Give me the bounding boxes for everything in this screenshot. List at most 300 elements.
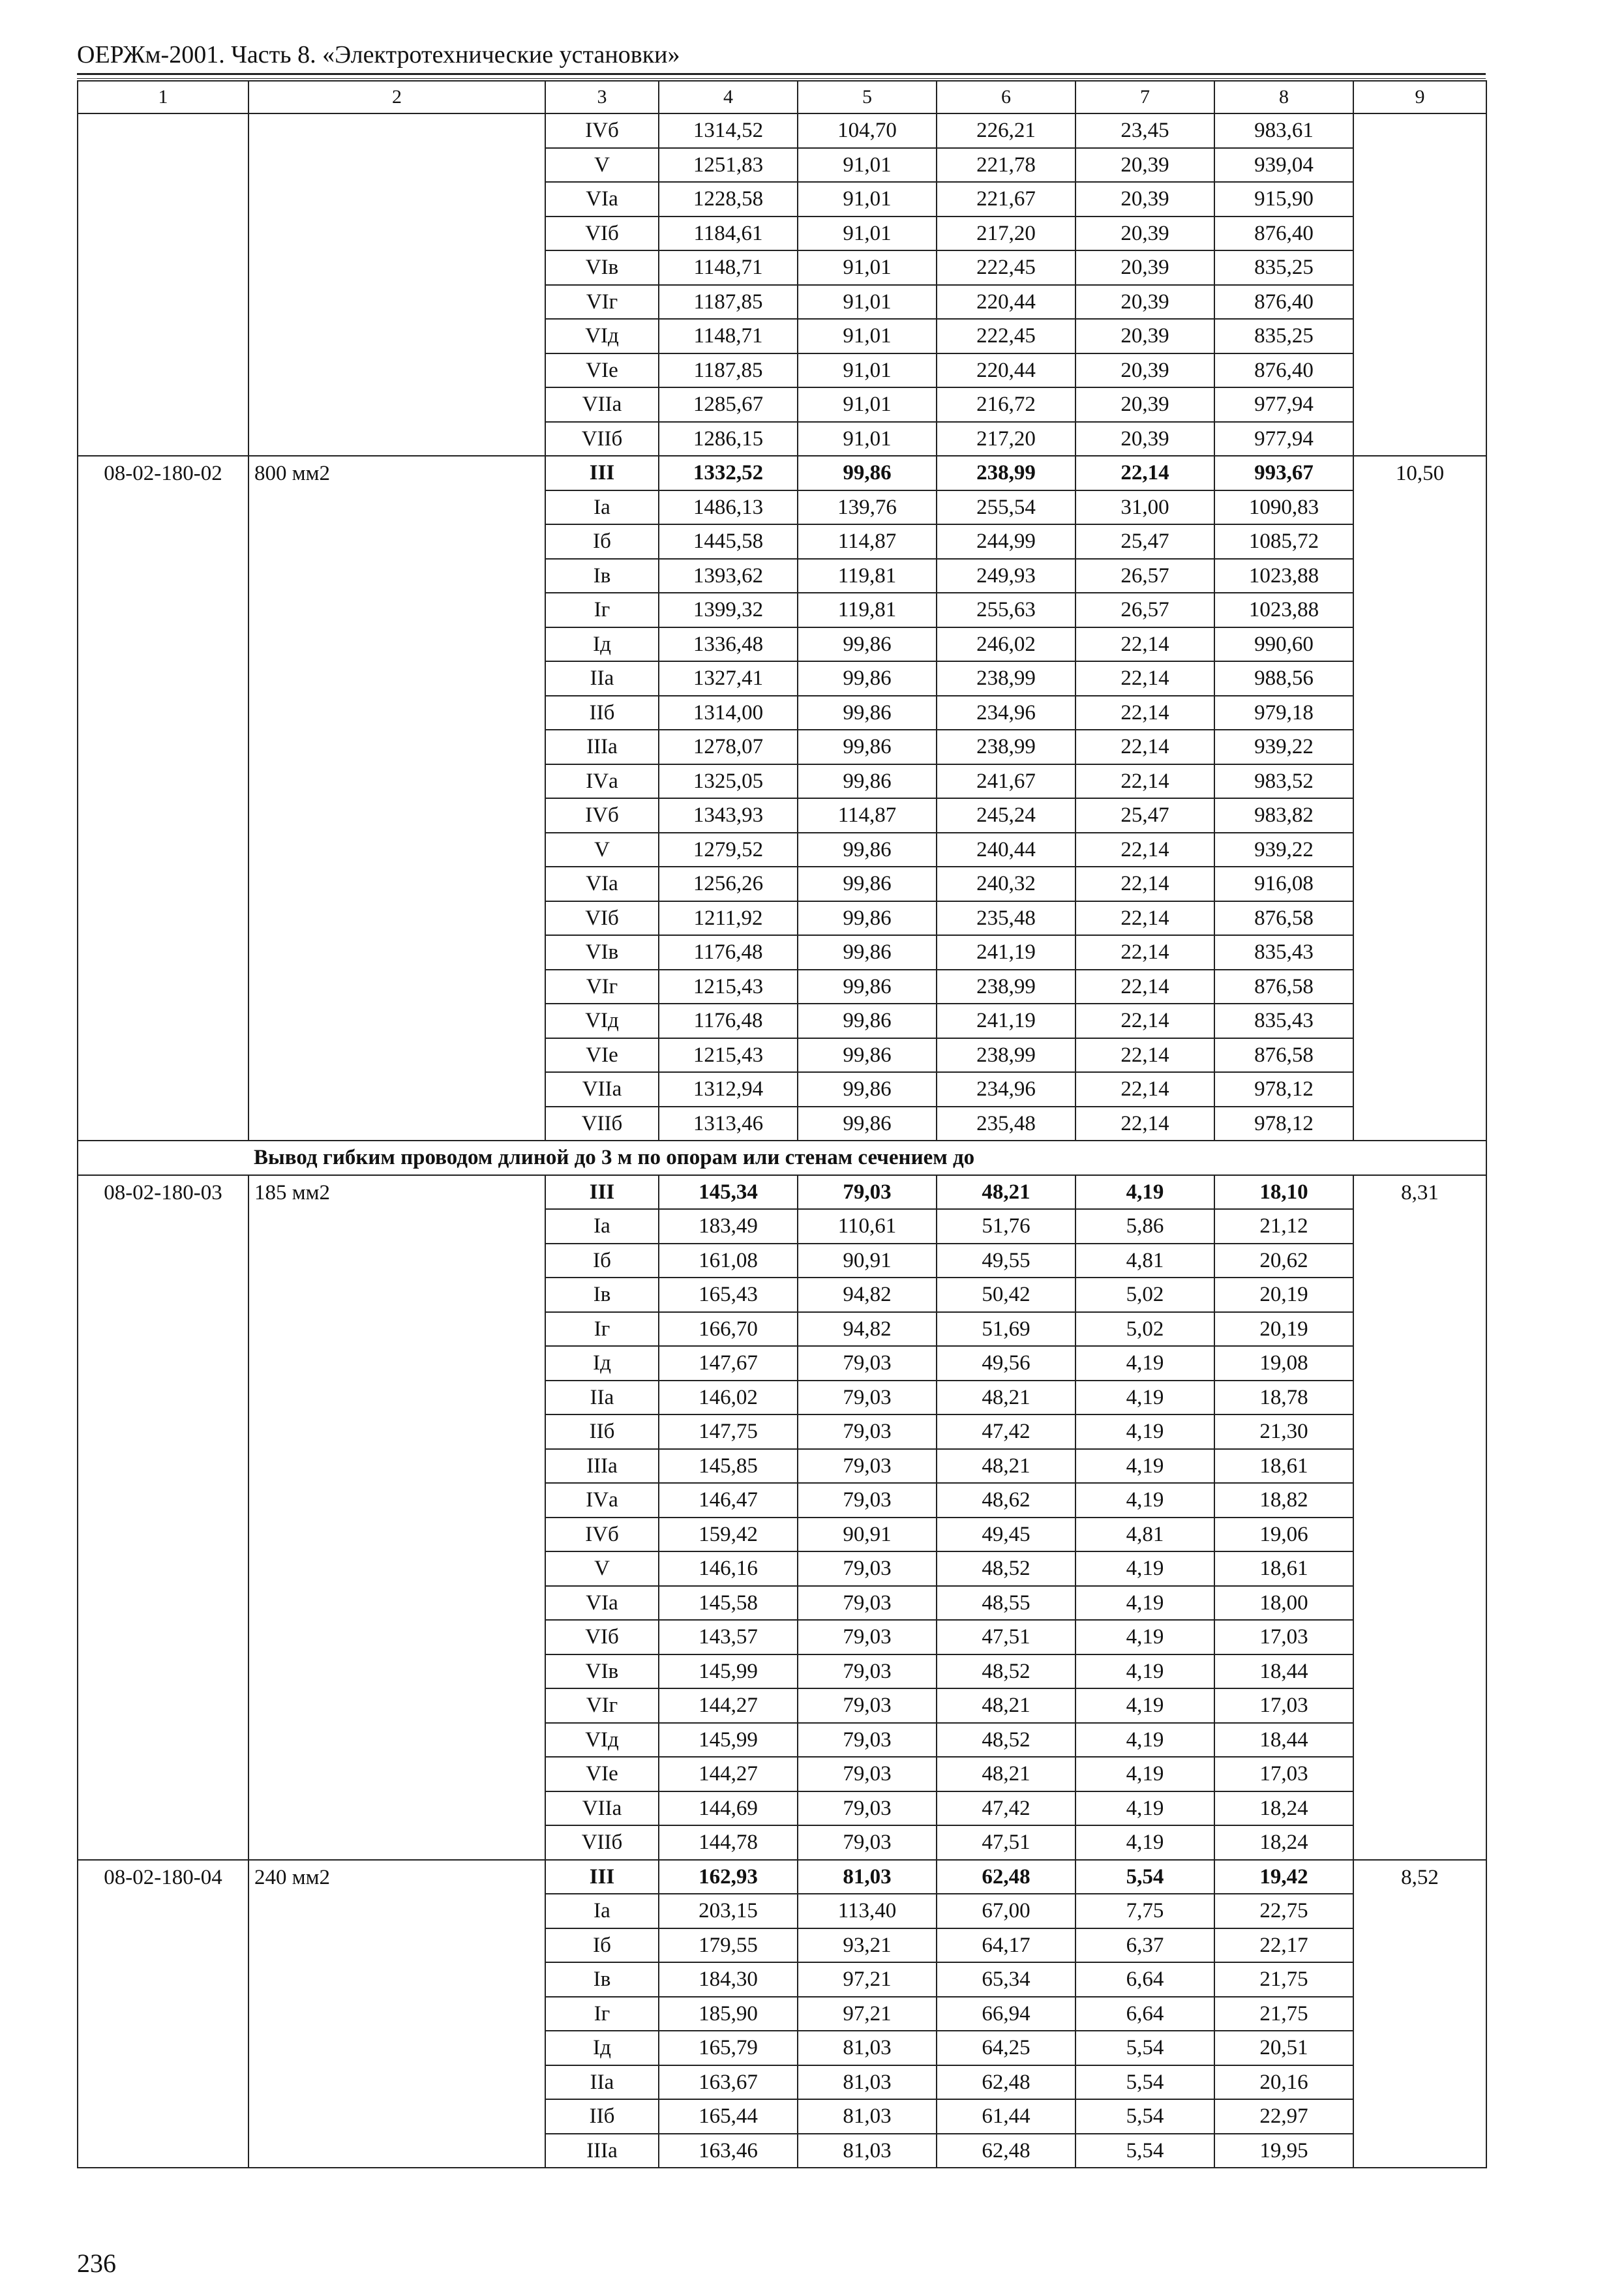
- table-cell: 91,01: [798, 148, 937, 183]
- table-cell: 1148,71: [659, 250, 798, 285]
- table-cell: Iб: [545, 524, 659, 559]
- table-cell: 146,16: [659, 1551, 798, 1586]
- table-cell: 939,04: [1214, 148, 1353, 183]
- table-cell: 4,19: [1075, 1483, 1214, 1518]
- table-cell: 4,19: [1075, 1381, 1214, 1415]
- table-cell: 5,54: [1075, 2099, 1214, 2134]
- table-row: [78, 1175, 1486, 1210]
- table-cell: 99,86: [798, 1107, 937, 1141]
- table-cell: 47,42: [937, 1791, 1075, 1826]
- table-cell: 1336,48: [659, 627, 798, 662]
- table-cell: 1184,61: [659, 217, 798, 251]
- table-cell: VIа: [545, 182, 659, 217]
- table-cell: VIа: [545, 867, 659, 901]
- table-cell: Iг: [545, 1997, 659, 2031]
- table-cell: 20,39: [1075, 148, 1214, 183]
- table-cell: 22,14: [1075, 764, 1214, 799]
- table-cell: 876,58: [1214, 901, 1353, 936]
- table-cell: Iг: [545, 1312, 659, 1347]
- table-cell: 235,48: [937, 901, 1075, 936]
- table-cell: 81,03: [798, 2099, 937, 2134]
- table-cell: 145,34: [659, 1175, 798, 1210]
- rate-name: [248, 113, 545, 456]
- table-cell: 22,14: [1075, 730, 1214, 764]
- table-cell: 90,91: [798, 1518, 937, 1552]
- table-cell: 20,39: [1075, 319, 1214, 353]
- table-cell: 79,03: [798, 1483, 937, 1518]
- table-cell: Iв: [545, 559, 659, 593]
- table-cell: 5,86: [1075, 1209, 1214, 1244]
- table-cell: 62,48: [937, 1860, 1075, 1894]
- table-cell: 4,19: [1075, 1654, 1214, 1689]
- table-cell: 48,52: [937, 1551, 1075, 1586]
- table-cell: 22,14: [1075, 935, 1214, 970]
- table-cell: 1314,00: [659, 696, 798, 730]
- table-cell: 217,20: [937, 217, 1075, 251]
- table-cell: 81,03: [798, 2134, 937, 2168]
- table-cell: 22,14: [1075, 661, 1214, 696]
- table-cell: 1187,85: [659, 353, 798, 388]
- table-cell: 183,49: [659, 1209, 798, 1244]
- table-cell: 99,86: [798, 1072, 937, 1107]
- table-cell: 1215,43: [659, 970, 798, 1004]
- table-cell: 1148,71: [659, 319, 798, 353]
- table-cell: 249,93: [937, 559, 1075, 593]
- table-cell: 99,86: [798, 696, 937, 730]
- table-cell: 18,61: [1214, 1551, 1353, 1586]
- table-cell: 1211,92: [659, 901, 798, 936]
- table-cell: 94,82: [798, 1278, 937, 1312]
- table-cell: 119,81: [798, 593, 937, 627]
- table-cell: 1486,13: [659, 490, 798, 525]
- table-cell: VIIб: [545, 1107, 659, 1141]
- table-cell: 915,90: [1214, 182, 1353, 217]
- table-cell: 1327,41: [659, 661, 798, 696]
- table-cell: 1215,43: [659, 1038, 798, 1073]
- table-cell: 114,87: [798, 798, 937, 833]
- table-cell: 99,86: [798, 833, 937, 867]
- table-cell: Iа: [545, 1894, 659, 1928]
- table-cell: VIIа: [545, 1791, 659, 1826]
- table-cell: 50,42: [937, 1278, 1075, 1312]
- table-cell: 22,75: [1214, 1894, 1353, 1928]
- table-cell: 1399,32: [659, 593, 798, 627]
- table-cell: 4,19: [1075, 1757, 1214, 1791]
- table-cell: 240,32: [937, 867, 1075, 901]
- table-cell: 221,78: [937, 148, 1075, 183]
- column-number-row: [78, 81, 1486, 113]
- table-cell: 5,02: [1075, 1312, 1214, 1347]
- table-cell: Iб: [545, 1244, 659, 1278]
- table-cell: 79,03: [798, 1346, 937, 1381]
- table-cell: 91,01: [798, 217, 937, 251]
- rates-table: [77, 80, 1487, 2168]
- table-cell: IVб: [545, 798, 659, 833]
- table-cell: 203,15: [659, 1894, 798, 1928]
- table-cell: VIб: [545, 217, 659, 251]
- page-header: ОЕРЖм-2001. Часть 8. «Электротехнические установки»: [77, 41, 680, 68]
- table-cell: 1228,58: [659, 182, 798, 217]
- table-cell: V: [545, 833, 659, 867]
- table-cell: IIб: [545, 1414, 659, 1449]
- table-cell: 48,55: [937, 1586, 1075, 1621]
- table-cell: VIв: [545, 1654, 659, 1689]
- table-cell: 234,96: [937, 1072, 1075, 1107]
- table-cell: 217,20: [937, 422, 1075, 456]
- table-cell: 4,19: [1075, 1551, 1214, 1586]
- table-cell: 31,00: [1075, 490, 1214, 525]
- table-cell: VIв: [545, 935, 659, 970]
- table-cell: 20,39: [1075, 422, 1214, 456]
- table-cell: 835,43: [1214, 935, 1353, 970]
- table-cell: 18,78: [1214, 1381, 1353, 1415]
- table-cell: 876,40: [1214, 353, 1353, 388]
- table-cell: VIе: [545, 1757, 659, 1791]
- table-cell: 18,44: [1214, 1654, 1353, 1689]
- table-cell: 99,86: [798, 627, 937, 662]
- table-cell: 1393,62: [659, 559, 798, 593]
- table-cell: 48,52: [937, 1654, 1075, 1689]
- table-cell: 835,25: [1214, 319, 1353, 353]
- table-cell: 876,58: [1214, 970, 1353, 1004]
- table-cell: 1251,83: [659, 148, 798, 183]
- table-cell: 220,44: [937, 285, 1075, 320]
- table-cell: 20,39: [1075, 182, 1214, 217]
- table-cell: 61,44: [937, 2099, 1075, 2134]
- table-cell: 79,03: [798, 1723, 937, 1758]
- table-cell: VIб: [545, 901, 659, 936]
- table-cell: 20,51: [1214, 2031, 1353, 2065]
- table-cell: VIб: [545, 1620, 659, 1654]
- header-rule-thin: [77, 78, 1486, 79]
- table-cell: 99,86: [798, 901, 937, 936]
- table-cell: 21,12: [1214, 1209, 1353, 1244]
- table-cell: 20,19: [1214, 1278, 1353, 1312]
- table-cell: 1286,15: [659, 422, 798, 456]
- table-cell: 163,67: [659, 2065, 798, 2100]
- table-cell: Iв: [545, 1962, 659, 1997]
- table-cell: 143,57: [659, 1620, 798, 1654]
- table-cell: 22,14: [1075, 1107, 1214, 1141]
- table-cell: 91,01: [798, 353, 937, 388]
- table-cell: 20,39: [1075, 353, 1214, 388]
- table-cell: 17,03: [1214, 1688, 1353, 1723]
- table-cell: 48,21: [937, 1757, 1075, 1791]
- rate-name: 240 мм2: [248, 1860, 545, 2168]
- table-cell: 22,14: [1075, 867, 1214, 901]
- column-number: 9: [1353, 81, 1486, 113]
- table-cell: 99,86: [798, 970, 937, 1004]
- table-cell: 48,21: [937, 1175, 1075, 1210]
- table-cell: 147,67: [659, 1346, 798, 1381]
- table-cell: VIд: [545, 1004, 659, 1038]
- table-cell: VIе: [545, 1038, 659, 1073]
- table-cell: VIе: [545, 353, 659, 388]
- table-cell: 81,03: [798, 1860, 937, 1894]
- table-cell: 20,39: [1075, 387, 1214, 422]
- table-cell: 99,86: [798, 730, 937, 764]
- table-cell: 238,99: [937, 1038, 1075, 1073]
- table-cell: 144,78: [659, 1825, 798, 1860]
- table-cell: VIд: [545, 1723, 659, 1758]
- table-cell: 18,10: [1214, 1175, 1353, 1210]
- table-cell: 1285,67: [659, 387, 798, 422]
- table-cell: 145,99: [659, 1723, 798, 1758]
- table-cell: 79,03: [798, 1414, 937, 1449]
- column-number: 5: [798, 81, 937, 113]
- column-number: 3: [545, 81, 659, 113]
- table-cell: 99,86: [798, 867, 937, 901]
- table-cell: 19,08: [1214, 1346, 1353, 1381]
- table-cell: 139,76: [798, 490, 937, 525]
- table-cell: 916,08: [1214, 867, 1353, 901]
- table-cell: 17,03: [1214, 1620, 1353, 1654]
- table-cell: 1279,52: [659, 833, 798, 867]
- table-cell: 19,95: [1214, 2134, 1353, 2168]
- table-cell: 22,17: [1214, 1928, 1353, 1963]
- table-cell: 62,48: [937, 2065, 1075, 2100]
- table-cell: IIб: [545, 696, 659, 730]
- table-cell: IVб: [545, 1518, 659, 1552]
- table-cell: 48,21: [937, 1381, 1075, 1415]
- table-cell: 245,24: [937, 798, 1075, 833]
- table-cell: 159,42: [659, 1518, 798, 1552]
- column-number: 4: [659, 81, 798, 113]
- table-cell: 1313,46: [659, 1107, 798, 1141]
- section-title-row: [78, 1141, 1486, 1175]
- table-cell: 48,21: [937, 1688, 1075, 1723]
- table-cell: 51,76: [937, 1209, 1075, 1244]
- column-number: 8: [1214, 81, 1353, 113]
- table-cell: 90,91: [798, 1244, 937, 1278]
- table-cell: 222,45: [937, 250, 1075, 285]
- table-cell: 179,55: [659, 1928, 798, 1963]
- table-cell: 1343,93: [659, 798, 798, 833]
- table-cell: 18,61: [1214, 1449, 1353, 1484]
- table-cell: 983,61: [1214, 113, 1353, 148]
- table-row: [78, 456, 1486, 490]
- table-cell: 238,99: [937, 456, 1075, 490]
- table-cell: 163,46: [659, 2134, 798, 2168]
- table-cell: 6,64: [1075, 1962, 1214, 1997]
- table-cell: VIг: [545, 285, 659, 320]
- table-cell: 25,47: [1075, 798, 1214, 833]
- table-cell: 4,19: [1075, 1346, 1214, 1381]
- table-cell: 4,19: [1075, 1414, 1214, 1449]
- table-cell: 222,45: [937, 319, 1075, 353]
- table-cell: 4,19: [1075, 1449, 1214, 1484]
- table-cell: 4,19: [1075, 1688, 1214, 1723]
- table-cell: 79,03: [798, 1757, 937, 1791]
- table-cell: IVа: [545, 764, 659, 799]
- table-cell: IVб: [545, 113, 659, 148]
- table-cell: 64,17: [937, 1928, 1075, 1963]
- section-title: Вывод гибким проводом длиной до 3 м по опорам или стенам сечением до: [78, 1141, 1486, 1175]
- column-number: 2: [248, 81, 545, 113]
- table-cell: 49,45: [937, 1518, 1075, 1552]
- table-cell: 162,93: [659, 1860, 798, 1894]
- table-cell: 22,14: [1075, 696, 1214, 730]
- table-cell: 166,70: [659, 1312, 798, 1347]
- table-row: [78, 1860, 1486, 1894]
- table-cell: 49,55: [937, 1244, 1075, 1278]
- table-cell: 4,19: [1075, 1723, 1214, 1758]
- table-row: [78, 113, 1486, 148]
- table-cell: 91,01: [798, 182, 937, 217]
- table-cell: 876,40: [1214, 285, 1353, 320]
- table-cell: 20,19: [1214, 1312, 1353, 1347]
- table-cell: 20,16: [1214, 2065, 1353, 2100]
- table-cell: 26,57: [1075, 593, 1214, 627]
- table-cell: 983,82: [1214, 798, 1353, 833]
- table-cell: 165,43: [659, 1278, 798, 1312]
- table-cell: III: [545, 456, 659, 490]
- table-cell: 18,24: [1214, 1791, 1353, 1826]
- table-cell: 17,03: [1214, 1757, 1353, 1791]
- table-cell: 4,19: [1075, 1175, 1214, 1210]
- table-cell: IIIа: [545, 2134, 659, 2168]
- table-cell: 255,63: [937, 593, 1075, 627]
- table-cell: 99,86: [798, 456, 937, 490]
- table-cell: 1256,26: [659, 867, 798, 901]
- table-cell: 5,54: [1075, 1860, 1214, 1894]
- rate-coefficient: 8,31: [1353, 1175, 1486, 1860]
- table-cell: 1023,88: [1214, 593, 1353, 627]
- table-cell: 6,64: [1075, 1997, 1214, 2031]
- table-cell: 4,19: [1075, 1825, 1214, 1860]
- table-cell: 22,14: [1075, 627, 1214, 662]
- table-cell: 79,03: [798, 1175, 937, 1210]
- table-cell: 93,21: [798, 1928, 937, 1963]
- table-cell: 79,03: [798, 1654, 937, 1689]
- table-cell: 145,99: [659, 1654, 798, 1689]
- table-cell: 1278,07: [659, 730, 798, 764]
- table-cell: 99,86: [798, 764, 937, 799]
- table-cell: 20,39: [1075, 285, 1214, 320]
- table-cell: IIIа: [545, 730, 659, 764]
- table-cell: 1325,05: [659, 764, 798, 799]
- table-cell: 1085,72: [1214, 524, 1353, 559]
- table-cell: 165,44: [659, 2099, 798, 2134]
- table-cell: 22,14: [1075, 970, 1214, 1004]
- table-cell: 20,62: [1214, 1244, 1353, 1278]
- rate-name: 800 мм2: [248, 456, 545, 1141]
- table-cell: 47,51: [937, 1825, 1075, 1860]
- table-cell: 22,14: [1075, 833, 1214, 867]
- table-cell: 81,03: [798, 2065, 937, 2100]
- table-cell: 4,19: [1075, 1620, 1214, 1654]
- table-cell: 244,99: [937, 524, 1075, 559]
- rate-name: 185 мм2: [248, 1175, 545, 1860]
- table-cell: 81,03: [798, 2031, 937, 2065]
- table-cell: VIIа: [545, 387, 659, 422]
- table-cell: 18,24: [1214, 1825, 1353, 1860]
- table-cell: 835,43: [1214, 1004, 1353, 1038]
- table-cell: 216,72: [937, 387, 1075, 422]
- table-cell: 1090,83: [1214, 490, 1353, 525]
- table-cell: 235,48: [937, 1107, 1075, 1141]
- table-cell: 240,44: [937, 833, 1075, 867]
- table-cell: 91,01: [798, 387, 937, 422]
- rate-code: 08-02-180-02: [78, 456, 248, 1141]
- table-cell: Iг: [545, 593, 659, 627]
- table-cell: 79,03: [798, 1449, 937, 1484]
- table-cell: 144,27: [659, 1757, 798, 1791]
- table-cell: 110,61: [798, 1209, 937, 1244]
- table-cell: 1332,52: [659, 456, 798, 490]
- table-cell: 22,14: [1075, 1072, 1214, 1107]
- table-cell: 99,86: [798, 661, 937, 696]
- table-cell: 22,14: [1075, 1004, 1214, 1038]
- rate-coefficient: 10,50: [1353, 456, 1486, 1141]
- table-cell: 165,79: [659, 2031, 798, 2065]
- table-cell: 161,08: [659, 1244, 798, 1278]
- table-cell: 147,75: [659, 1414, 798, 1449]
- rate-coefficient: [1353, 113, 1486, 456]
- table-cell: 7,75: [1075, 1894, 1214, 1928]
- table-cell: 22,14: [1075, 901, 1214, 936]
- table-cell: 5,02: [1075, 1278, 1214, 1312]
- table-cell: 5,54: [1075, 2134, 1214, 2168]
- table-cell: 835,25: [1214, 250, 1353, 285]
- table-cell: 79,03: [798, 1620, 937, 1654]
- table-cell: 79,03: [798, 1791, 937, 1826]
- table-cell: 939,22: [1214, 730, 1353, 764]
- table-cell: 49,56: [937, 1346, 1075, 1381]
- table-cell: 4,81: [1075, 1518, 1214, 1552]
- table-cell: 146,47: [659, 1483, 798, 1518]
- table-cell: 978,12: [1214, 1072, 1353, 1107]
- table-cell: 255,54: [937, 490, 1075, 525]
- table-cell: 79,03: [798, 1381, 937, 1415]
- table-cell: 241,19: [937, 1004, 1075, 1038]
- table-cell: 983,52: [1214, 764, 1353, 799]
- table-cell: Iа: [545, 490, 659, 525]
- table-cell: 64,25: [937, 2031, 1075, 2065]
- table-body: [78, 81, 1486, 2168]
- rate-code: 08-02-180-03: [78, 1175, 248, 1860]
- table-cell: 48,21: [937, 1449, 1075, 1484]
- table-cell: VIг: [545, 970, 659, 1004]
- table-cell: 238,99: [937, 661, 1075, 696]
- table-cell: 18,82: [1214, 1483, 1353, 1518]
- table-cell: 91,01: [798, 250, 937, 285]
- table-cell: 18,44: [1214, 1723, 1353, 1758]
- table-cell: 51,69: [937, 1312, 1075, 1347]
- table-cell: 79,03: [798, 1688, 937, 1723]
- table-cell: 26,57: [1075, 559, 1214, 593]
- table-cell: 185,90: [659, 1997, 798, 2031]
- table-cell: IIа: [545, 1381, 659, 1415]
- table-cell: V: [545, 1551, 659, 1586]
- table-cell: VIв: [545, 250, 659, 285]
- table-cell: 1314,52: [659, 113, 798, 148]
- table-cell: 62,48: [937, 2134, 1075, 2168]
- table-cell: 79,03: [798, 1586, 937, 1621]
- table-cell: VIIб: [545, 422, 659, 456]
- table-cell: 94,82: [798, 1312, 937, 1347]
- table-cell: 1023,88: [1214, 559, 1353, 593]
- table-cell: 67,00: [937, 1894, 1075, 1928]
- table-cell: 977,94: [1214, 387, 1353, 422]
- rate-code: 08-02-180-04: [78, 1860, 248, 2168]
- table-cell: 66,94: [937, 1997, 1075, 2031]
- table-cell: V: [545, 148, 659, 183]
- column-number: 1: [78, 81, 248, 113]
- table-cell: Iв: [545, 1278, 659, 1312]
- table-cell: 5,54: [1075, 2065, 1214, 2100]
- table-cell: 119,81: [798, 559, 937, 593]
